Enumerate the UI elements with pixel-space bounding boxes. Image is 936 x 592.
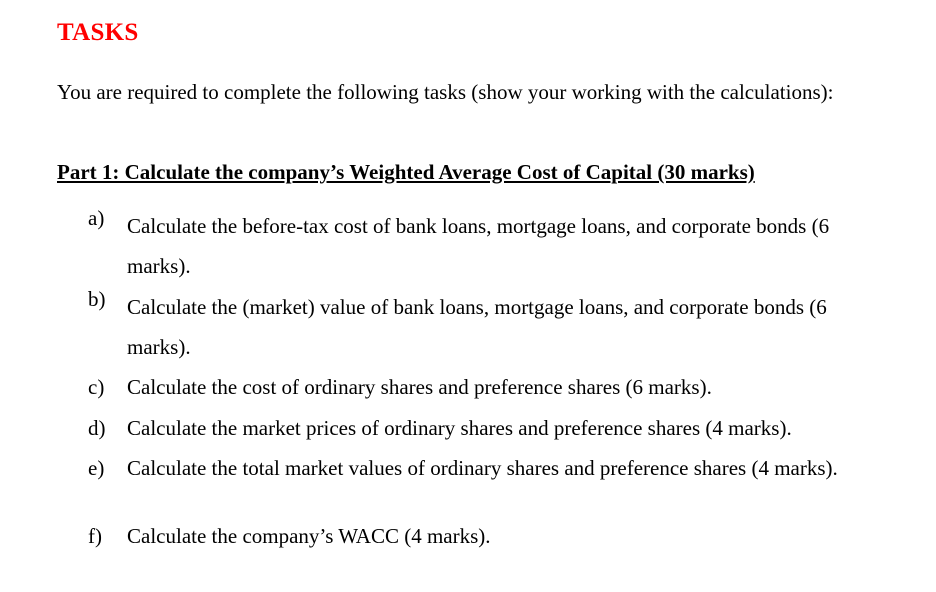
task-text: Calculate the cost of ordinary shares and preference shares (6 marks). [127,375,712,399]
task-text: Calculate the company’s WACC (4 marks). [127,524,491,548]
task-item-e [88,456,878,481]
tasks-heading: TASKS [57,19,139,46]
task-marker: c) [88,375,105,399]
task-text: Calculate the (market) value of bank loans, mortgage loans, and corporate bonds (6 marks). [127,295,827,359]
task-marker: d) [88,416,106,440]
task-text: Calculate the before-tax cost of bank loans, mortgage loans, and corporate bonds (6 marks). [127,214,830,278]
task-text: Calculate the market prices of ordinary shares and preference shares (4 marks). [127,416,792,440]
task-item-c [88,375,878,400]
task-item-f [88,524,878,549]
task-marker: b) [88,287,106,311]
task-marker: e) [88,456,105,480]
task-marker: f) [88,524,102,548]
part-1-title: Part 1: Calculate the company’s Weighted Average Cost of Capital (30 marks) [57,160,755,184]
task-item-a [88,206,878,286]
task-marker: a) [88,206,105,230]
task-item-d [88,416,878,441]
intro-paragraph: You are required to complete the following tasks (show your working with the calculations): [57,80,834,104]
task-text: Calculate the total market values of ordinary shares and preference shares (4 marks). [127,456,838,480]
task-item-b [88,287,878,367]
